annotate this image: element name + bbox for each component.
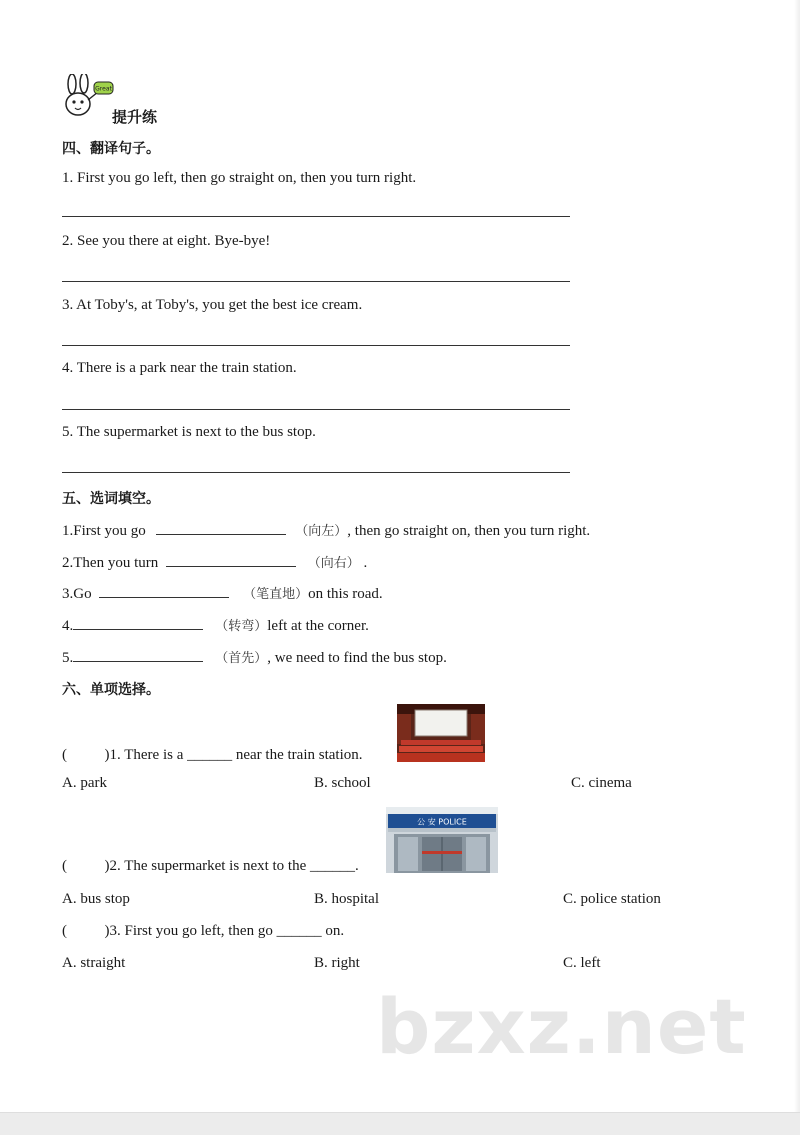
fill-item-prefix: 4. xyxy=(62,618,74,634)
fill-item-1 xyxy=(62,520,590,540)
option-b[interactable]: B. right xyxy=(314,955,360,971)
answer-line-1[interactable] xyxy=(62,216,570,217)
option-a[interactable]: A. park xyxy=(62,775,107,791)
page-bottom-edge xyxy=(0,1112,800,1135)
option-c[interactable]: C. left xyxy=(563,955,601,971)
question-1 xyxy=(62,747,363,764)
answer-bracket[interactable]: ( ) xyxy=(62,858,110,874)
question-3 xyxy=(62,923,344,940)
fill-blank-4[interactable] xyxy=(73,615,203,630)
fill-blank-2[interactable] xyxy=(166,552,296,567)
translate-item-5: 5. The supermarket is next to the bus stop. xyxy=(62,424,316,440)
question-text: 3. First you go left, then go ______ on. xyxy=(109,923,345,939)
fill-item-suffix: , we need to find the bus stop. xyxy=(267,650,447,666)
option-b[interactable]: B. hospital xyxy=(314,891,380,907)
answer-bracket[interactable]: ( ) xyxy=(62,923,110,939)
fill-blank-1[interactable] xyxy=(156,520,286,535)
translate-item-3: 3. At Toby's, at Toby's, you get the best ice cream. xyxy=(62,297,363,313)
fill-item-hint: （首先） xyxy=(215,651,268,666)
question-2 xyxy=(62,858,359,875)
option-c[interactable]: C. cinema xyxy=(571,775,632,791)
question-text: 2. The supermarket is next to the ______. xyxy=(109,858,359,874)
answer-line-2[interactable] xyxy=(62,281,570,282)
option-a[interactable]: A. straight xyxy=(62,955,126,971)
part5-heading: 五、选词填空。 xyxy=(62,491,160,507)
answer-line-3[interactable] xyxy=(62,345,570,346)
fill-item-4 xyxy=(62,615,369,635)
svg-text:Great: Great xyxy=(95,85,112,93)
answer-bracket[interactable]: ( ) xyxy=(62,747,110,763)
fill-item-suffix: left at the corner. xyxy=(267,618,369,634)
option-b[interactable]: B. school xyxy=(314,775,371,791)
translate-item-4: 4. There is a park near the train station. xyxy=(62,360,297,376)
translate-item-2: 2. See you there at eight. Bye-bye! xyxy=(62,233,271,249)
fill-item-prefix: 5. xyxy=(62,650,74,666)
fill-item-suffix: , then go straight on, then you turn right. xyxy=(347,523,591,539)
answer-line-5[interactable] xyxy=(62,472,570,473)
fill-item-3 xyxy=(62,583,383,603)
answer-line-4[interactable] xyxy=(62,409,570,410)
question-text: 1. There is a ______ near the train station. xyxy=(109,747,363,763)
page-shadow xyxy=(794,0,800,1112)
part6-heading: 六、单项选择。 xyxy=(62,682,160,698)
police-station-picture xyxy=(386,807,498,873)
svg-text:公 安 POLICE: 公 安 POLICE xyxy=(417,817,467,827)
cinema-picture xyxy=(397,704,485,762)
fill-item-hint: （笔直地） xyxy=(243,587,309,602)
watermark: bzxz.net xyxy=(376,982,747,1071)
rabbit-icon xyxy=(62,74,114,118)
fill-item-prefix: 1.First you go xyxy=(62,523,146,539)
fill-item-hint: （向右） xyxy=(307,556,360,571)
part4-heading: 四、翻译句子。 xyxy=(62,141,160,157)
section-label: 提升练 xyxy=(112,108,158,126)
option-a[interactable]: A. bus stop xyxy=(62,891,130,907)
fill-item-suffix: on this road. xyxy=(308,586,383,602)
fill-blank-5[interactable] xyxy=(73,647,203,662)
fill-item-prefix: 2.Then you turn xyxy=(62,555,159,571)
fill-item-prefix: 3.Go xyxy=(62,586,92,602)
option-c[interactable]: C. police station xyxy=(563,891,661,907)
fill-item-hint: （向左） xyxy=(295,524,348,539)
fill-item-suffix: . xyxy=(363,555,368,571)
fill-blank-3[interactable] xyxy=(99,583,229,598)
fill-item-hint: （转弯） xyxy=(215,619,268,634)
fill-item-5 xyxy=(62,647,447,667)
fill-item-2 xyxy=(62,552,367,572)
translate-item-1: 1. First you go left, then go straight on, then you turn right. xyxy=(62,170,417,186)
